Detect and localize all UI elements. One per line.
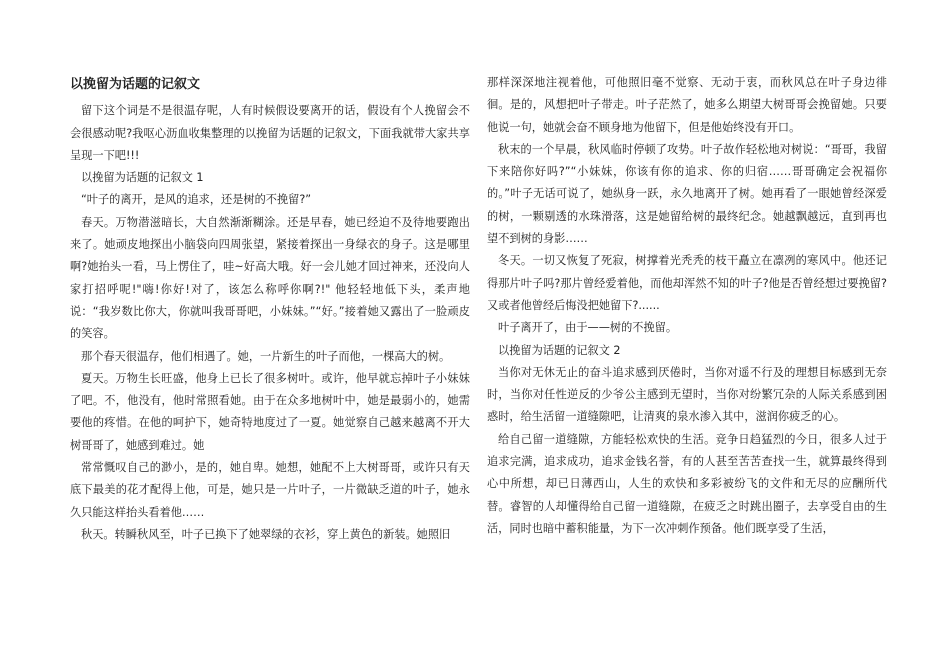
essay2-paragraph-2: 给自己留一道缝隙，方能轻松欢快的生活。竞争日趋猛烈的今日，很多人过于追求完满，追求成功，追求金钱名誉，有的人甚至苦苦查找一生，就算最终得到心中所想，却已日薄西山，人生的欢快和多彩被纷飞的文件和无尽的应酬所代替。睿智的人却懂得给自己留一道缝隙，在疲乏之时跳出圈子，去享受自由的生活，同时也暗中蓄积能量，为下一次冲刺作预备。他们既享受了生活，	[487, 432, 887, 535]
summer-paragraph: 夏天。万物生长旺盛，他身上已长了很多树叶。或许，他早就忘掉叶子小妹妹了吧。不，他没有，他时常照看她。由于在众多地树叶中，她是最弱小的，她需要他的疼惜。在他的呵护下，她奇特地度过了一夏。她觉察自己越来越离不开大树哥哥了，她感到难过。她	[70, 371, 470, 452]
sigh-paragraph: 常常慨叹自己的渺小，是的，她自卑。她想，她配不上大树哥哥，或许只有天底下最美的花才配得上他，可是，她只是一片叶子，一片微缺乏道的叶子，她永久只能这样抬头看着他……	[70, 461, 470, 519]
left-column	[70, 72, 470, 546]
essay2-paragraph-1: 当你对无休无止的奋斗追求感到厌倦时，当你对遥不行及的理想目标感到无奈时，当你对任性逆反的少爷公主感到无望时，当你对纷繁冗杂的人际关系感到困惑时，给生活留一道缝隙吧，让清爽的泉水渗入其中，滋润你疲乏的心。	[487, 365, 887, 424]
intro-paragraph: 留下这个词是不是很温存呢，人有时候假设要离开的话，假设有个人挽留会不会很感动呢?我呕心沥血收集整理的以挽留为话题的记叙文，下面我就带大家共享呈现一下吧!!!	[70, 104, 470, 162]
spring-paragraph: 春天。万物潜滋暗长，大自然渐渐糊涂。还是早春，她已经迫不及待地要跑出来了。她顽皮地探出小脑袋向四周张望，紧接着探出一身绿衣的身子。这是哪里啊?她抬头一看，马上愣住了，哇~好高大哦。好一会儿她才回过神来，还没向人家打招呼呢!"嗨!你好!对了，该怎么称呼你啊?!" 他轻轻地低下头，柔声地说：“我岁数比你大，你就叫我哥哥吧，小妹妹。”“好。”接着她又露出了一脸顽皮的笑容。	[70, 215, 470, 341]
autumn-continued-paragraph: 那样深深地注视着他，可他照旧毫不觉察、无动于衷，而秋风总在叶子身边徘徊。是的，风想把叶子带走。叶子茫然了，她多么期望大树哥哥会挽留她。只要他说一句，她就会奋不顾身地为他留下，但是他始终没有开口。	[487, 76, 887, 134]
winter-paragraph: 冬天。一切又恢复了死寂，树撑着光秃秃的枝干矗立在凛冽的寒风中。他还记得那片叶子吗?那片曾经爱着他，而他却浑然不知的叶子?他是否曾经想过要挽留?又或者他曾经后悔没把她留下?......	[487, 254, 887, 312]
late-autumn-paragraph: 秋末的一个早晨，秋风临时停顿了攻势。叶子故作轻松地对树说：“哥哥，我留下来陪你好吗?”“小妹妹，你该有你的追求、你的归宿……哥哥确定会祝福你的。”叶子无话可说了，她纵身一跃，永久地离开了树。她再看了一眼她曾经深爱的树，一颗剔透的水珠滑落，这是她留给树的最终纪念。她越飘越远，直到再也望不到树的身影……	[487, 142, 887, 246]
autumn-paragraph: 秋天。转瞬秋风至，叶子已换下了她翠绿的衣衫，穿上黄色的新装。她照旧	[81, 527, 451, 541]
ending-line: 叶子离开了，由于——树的不挽留。	[498, 321, 678, 335]
quote-paragraph: “叶子的离开，是风的追求，还是树的不挽留?”	[81, 193, 312, 207]
right-column	[487, 72, 887, 540]
section-heading-1: 以挽留为话题的记叙文 1	[81, 171, 204, 185]
meeting-paragraph: 那个春天很温存，他们相遇了。她，一片新生的叶子而他，一棵高大的树。	[81, 349, 451, 363]
section-heading-2: 以挽留为话题的记叙文 2	[498, 343, 621, 357]
document-title: 以挽留为话题的记叙文	[70, 77, 201, 92]
